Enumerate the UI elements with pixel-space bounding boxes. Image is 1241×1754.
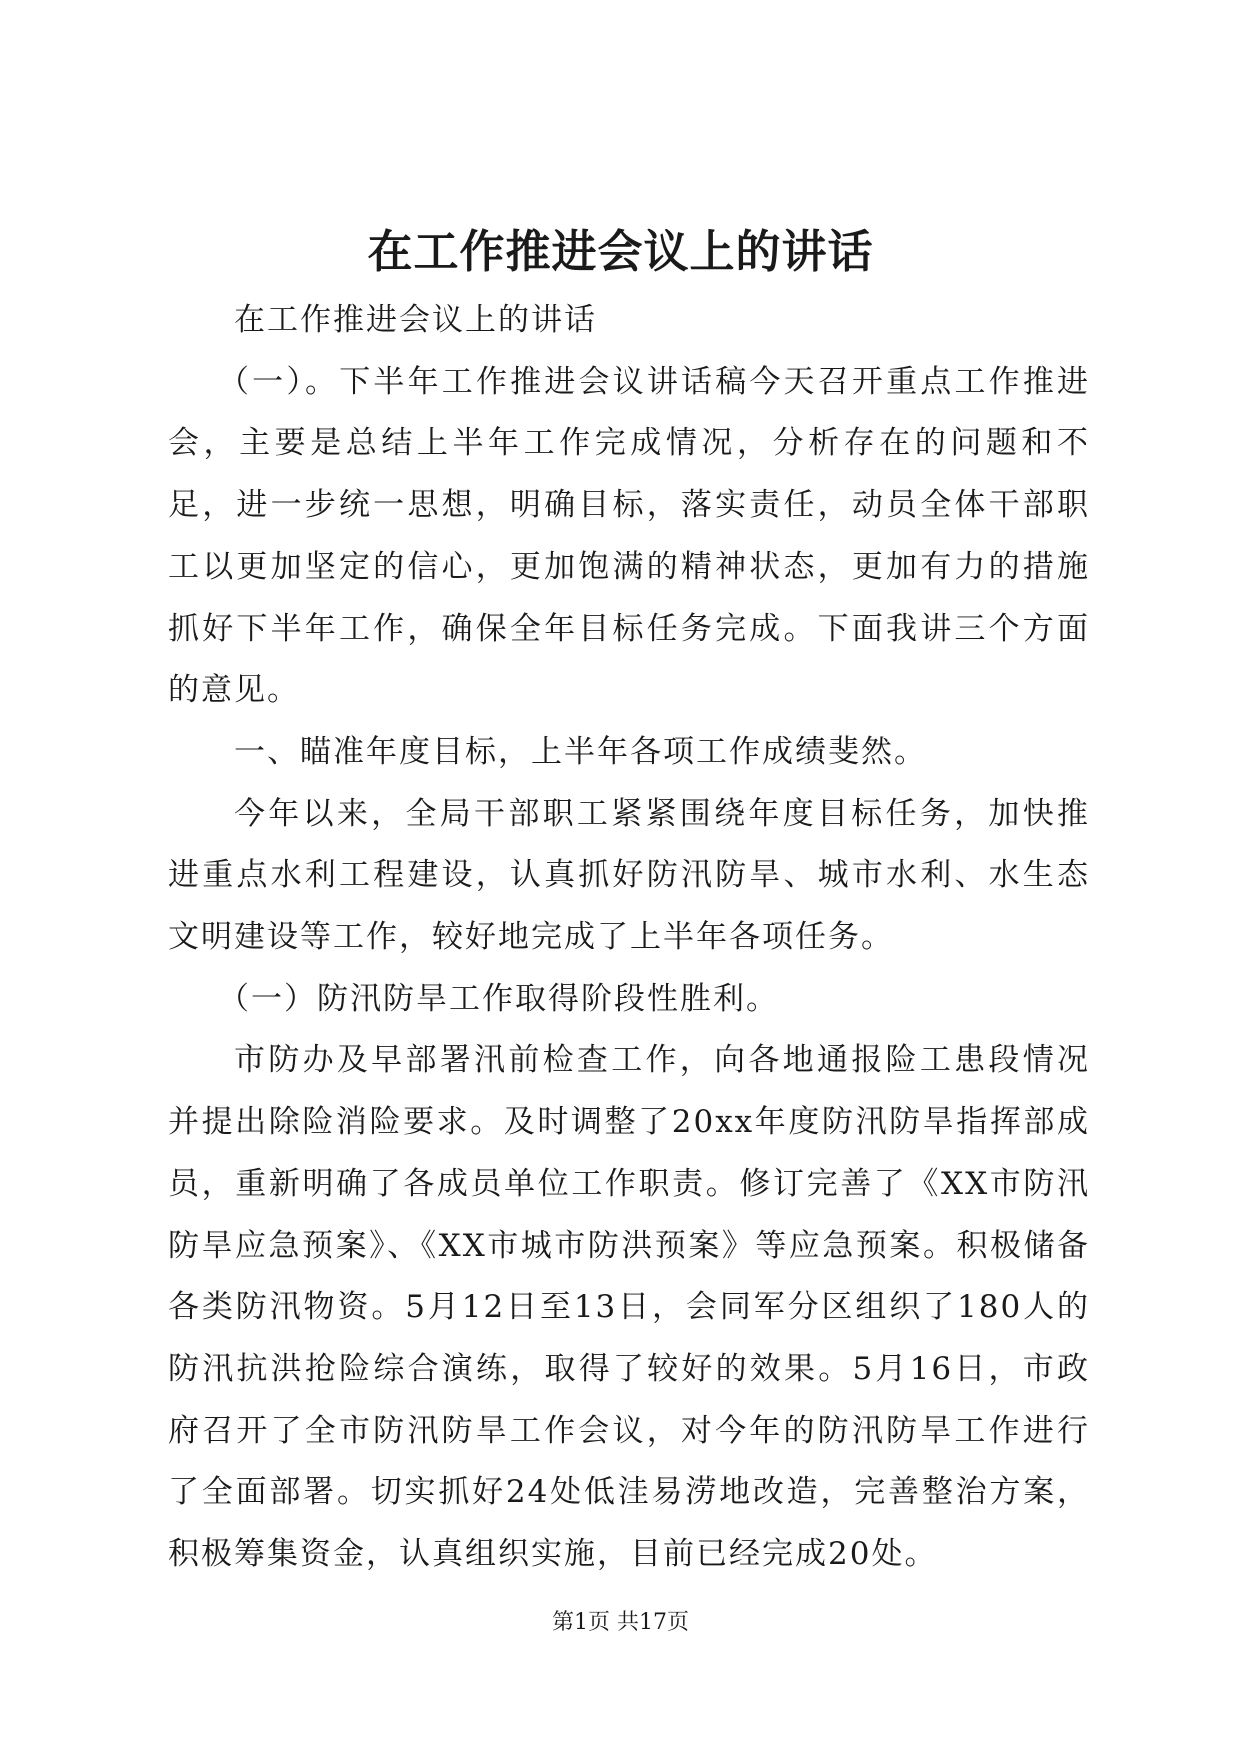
page-number-footer: 第1页 共17页 [552, 1610, 689, 1635]
document-title: 在工作推进会议上的讲话 [367, 225, 874, 278]
document-body [168, 290, 1090, 1586]
body-paragraph: 在工作推进会议上的讲话 [234, 302, 597, 338]
subsection-heading: （一）防汛防旱工作取得阶段性胜利。 [218, 980, 779, 1017]
section-heading: 一、瞄准年度目标，上半年各项工作成绩斐然。 [234, 733, 927, 770]
body-paragraph: 今年以来，全局干部职工紧紧围绕年度目标任务，加快推进重点水利工程建设，认真抓好防汛防旱、城市水利、水生态文明建设等工作，较好地完成了上半年各项任务。 [168, 795, 1090, 956]
body-paragraph: 市防办及早部署汛前检查工作，向各地通报险工患段情况并提出除险消险要求。及时调整了20xx年度防汛防旱指挥部成员，重新明确了各成员单位工作职责。修订完善了《XX市防汛防旱应急预案》、《XX市城市防洪预案》等应急预案。积极储备各类防汛物资。5月12日至13日，会同军分区组织了180人的防汛抗洪抢险综合演练，取得了较好的效果。5月16日，市政府召开了全市防汛防旱工作会议，对今年的防汛防旱工作进行了全面部署。切实抓好24处低洼易涝地改造，完善整治方案，积极筹集资金，认真组织实施，目前已经完成20处。 [168, 1042, 1090, 1573]
body-paragraph: （一）。下半年工作推进会议讲话稿今天召开重点工作推进会，主要是总结上半年工作完成情况，分析存在的问题和不足，进一步统一思想，明确目标，落实责任，动员全体干部职工以更加坚定的信心，更加饱满的精神状态，更加有力的措施抓好下半年工作，确保全年目标任务完成。下面我讲三个方面的意见。 [168, 363, 1090, 709]
